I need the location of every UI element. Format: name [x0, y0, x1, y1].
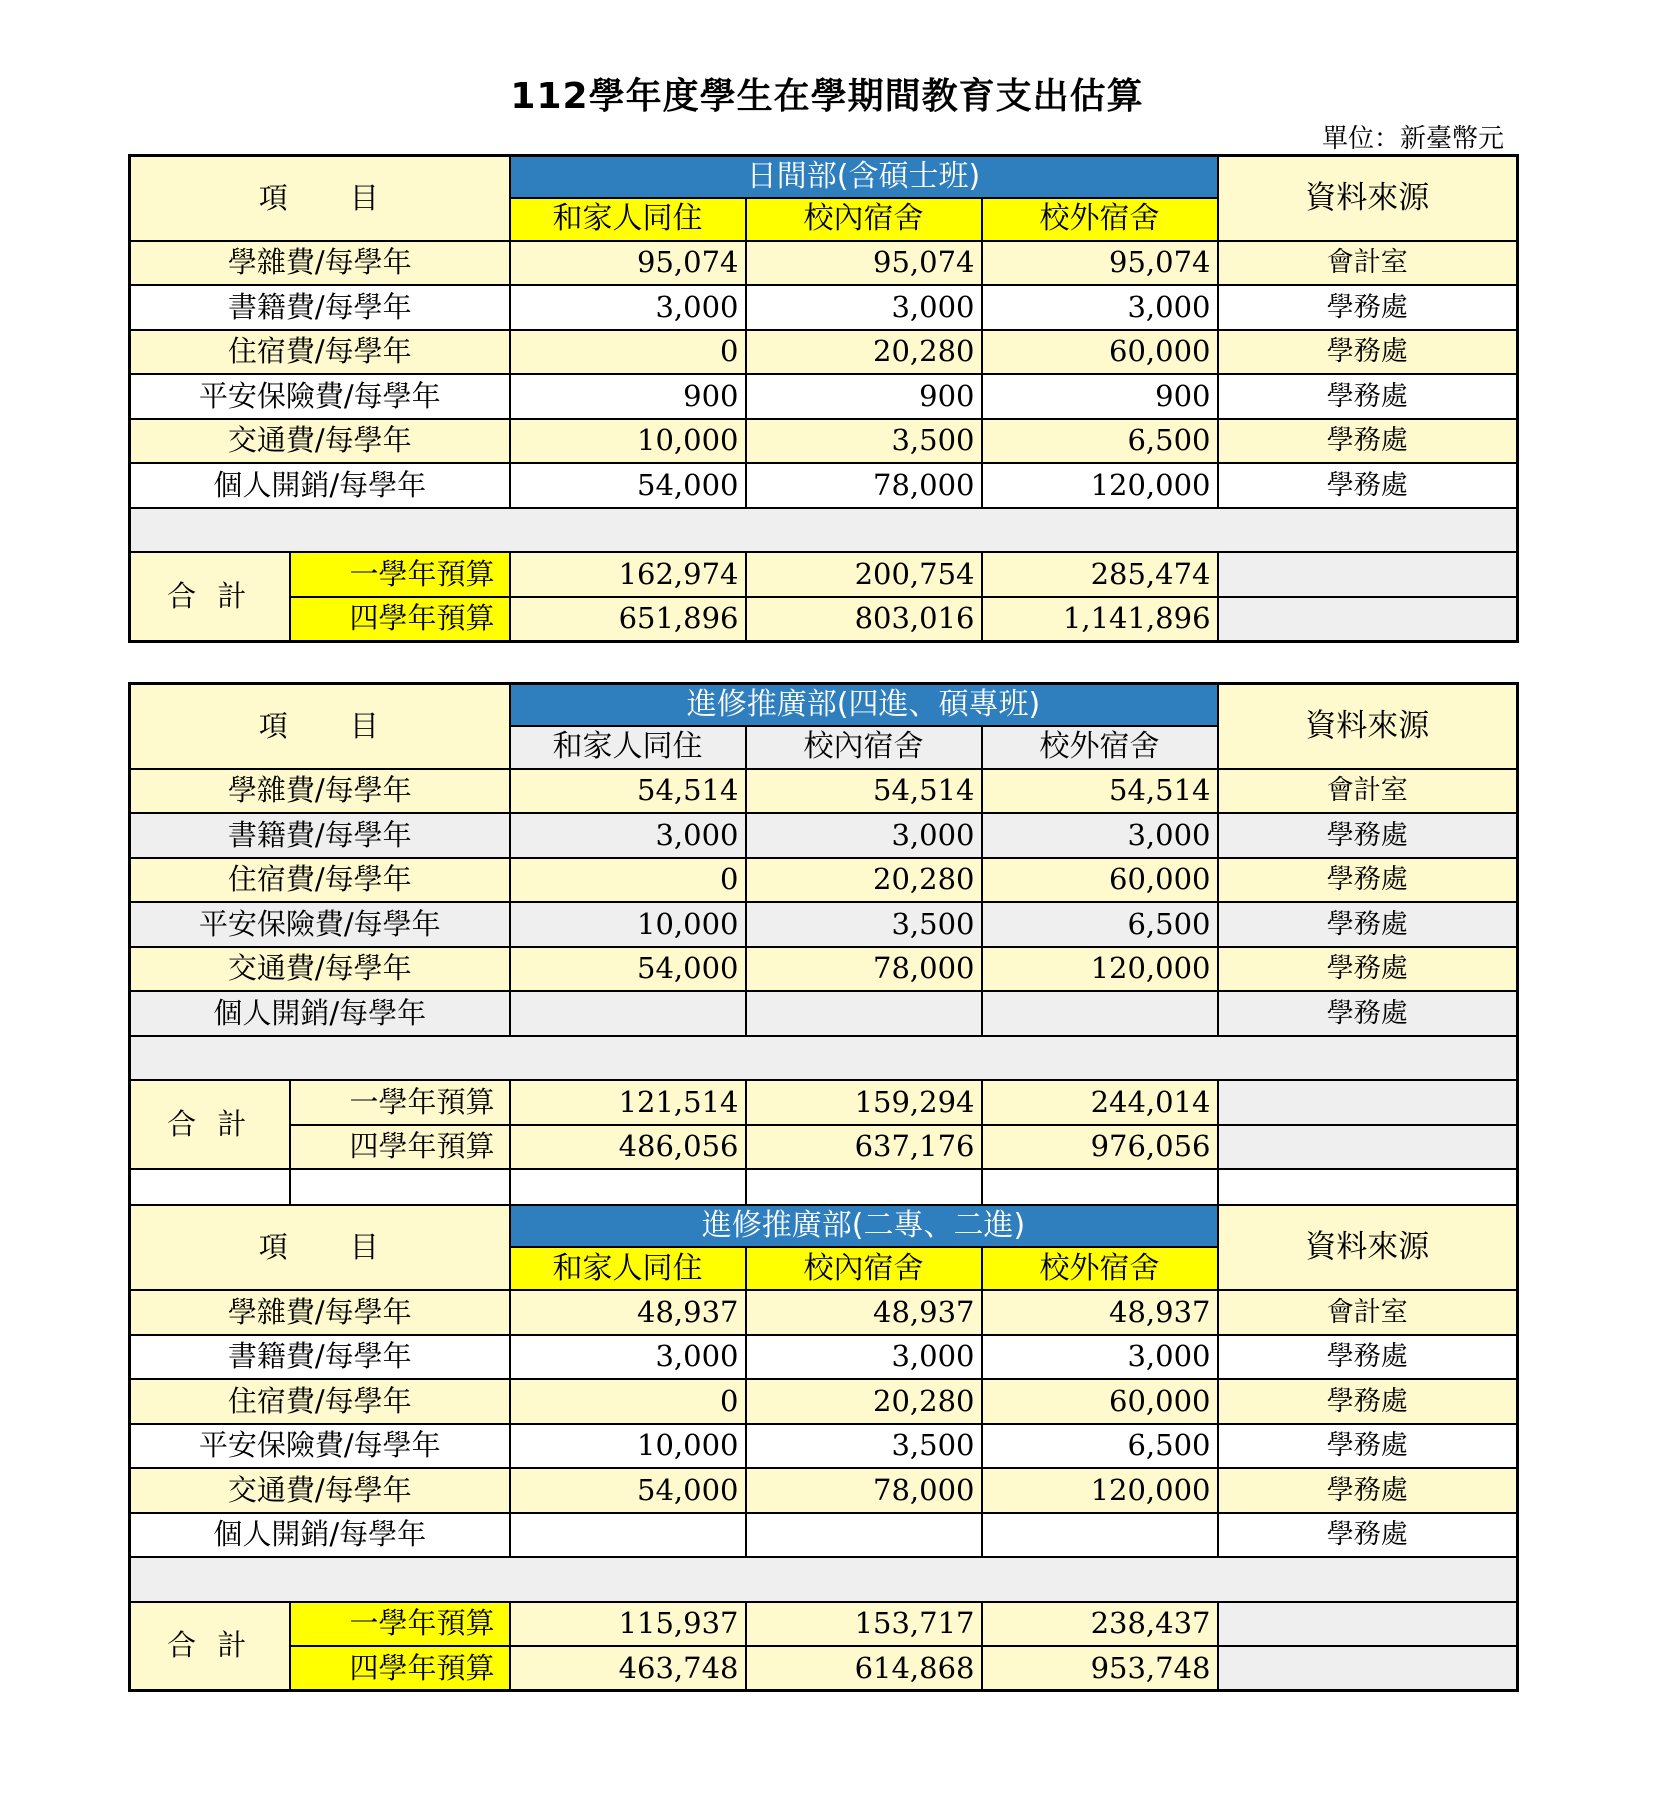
total-value: 244,014 — [982, 1080, 1218, 1125]
cell-value: 60,000 — [982, 330, 1218, 375]
table-row — [130, 330, 1518, 375]
row-label: 學雜費/每學年 — [130, 769, 510, 814]
total-value: 159,294 — [746, 1080, 982, 1125]
cell-value: 3,000 — [982, 285, 1218, 330]
item-header: 項 目 — [130, 684, 510, 769]
cell-value: 3,000 — [982, 813, 1218, 858]
total-label: 合 計 — [130, 552, 290, 641]
cell-value: 20,280 — [746, 1379, 982, 1424]
table-row — [130, 1290, 1518, 1335]
cell-value: 78,000 — [746, 1468, 982, 1513]
cell-source: 學務處 — [1218, 902, 1518, 947]
cell-value: 6,500 — [982, 1424, 1218, 1469]
table-row — [130, 419, 1518, 464]
cell-value: 120,000 — [982, 1468, 1218, 1513]
table-row — [130, 1335, 1518, 1380]
cell-value: 10,000 — [510, 419, 746, 464]
cell-value: 120,000 — [982, 463, 1218, 508]
table-row — [130, 1513, 1518, 1558]
page-title: 112學年度學生在學期間教育支出估算 — [510, 76, 1144, 117]
cell-source: 學務處 — [1218, 858, 1518, 903]
cell-value — [746, 991, 982, 1036]
cell-value: 54,000 — [510, 1468, 746, 1513]
cell-value — [510, 991, 746, 1036]
cell-value: 0 — [510, 330, 746, 375]
row-label: 住宿費/每學年 — [130, 330, 510, 375]
item-header: 項 目 — [130, 156, 510, 241]
table-row — [130, 991, 1518, 1036]
department-header: 日間部(含碩士班) — [510, 156, 1218, 198]
cell-value: 3,000 — [746, 1335, 982, 1380]
item-header: 項 目 — [130, 1205, 510, 1290]
cell-source: 學務處 — [1218, 285, 1518, 330]
table-row — [130, 769, 1518, 814]
row-label: 學雜費/每學年 — [130, 241, 510, 286]
row-label: 交通費/每學年 — [130, 419, 510, 464]
col-header-dorm-in: 校內宿舍 — [746, 198, 982, 241]
spacer-row — [130, 508, 1518, 553]
total-row — [130, 1080, 1518, 1125]
cell-value: 3,500 — [746, 1424, 982, 1469]
row-label: 交通費/每學年 — [130, 1468, 510, 1513]
cell-source: 會計室 — [1218, 241, 1518, 286]
total-source-empty — [1218, 1080, 1518, 1125]
cell-source: 學務處 — [1218, 1424, 1518, 1469]
cell-value: 95,074 — [982, 241, 1218, 286]
cell-value: 20,280 — [746, 858, 982, 903]
total-value: 637,176 — [746, 1125, 982, 1170]
row-label: 個人開銷/每學年 — [130, 991, 510, 1036]
spacer-row — [130, 1557, 1518, 1602]
table-row — [130, 374, 1518, 419]
cell-value: 60,000 — [982, 1379, 1218, 1424]
cell-source: 學務處 — [1218, 1379, 1518, 1424]
cell-value: 3,500 — [746, 419, 982, 464]
cell-value: 120,000 — [982, 947, 1218, 992]
row-label: 交通費/每學年 — [130, 947, 510, 992]
cell-value: 900 — [982, 374, 1218, 419]
budget-label-four-year: 四學年預算 — [290, 597, 510, 642]
col-header-dorm-out: 校外宿舍 — [982, 726, 1218, 769]
total-source-empty — [1218, 552, 1518, 597]
table-row — [130, 1468, 1518, 1513]
cell-value: 54,000 — [510, 463, 746, 508]
budget-label-one-year: 一學年預算 — [290, 1602, 510, 1647]
total-row — [130, 552, 1518, 597]
cell-value: 95,074 — [510, 241, 746, 286]
cell-value: 20,280 — [746, 330, 982, 375]
source-header: 資料來源 — [1218, 1205, 1518, 1290]
total-label: 合 計 — [130, 1080, 290, 1169]
cell-value: 3,000 — [510, 285, 746, 330]
total-value: 486,056 — [510, 1125, 746, 1170]
col-header-dorm-out: 校外宿舍 — [982, 198, 1218, 241]
cell-value: 900 — [510, 374, 746, 419]
table-row — [130, 463, 1518, 508]
cell-value: 6,500 — [982, 902, 1218, 947]
budget-label-one-year: 一學年預算 — [290, 1080, 510, 1125]
total-source-empty — [1218, 597, 1518, 642]
col-header-dorm-in: 校內宿舍 — [746, 726, 982, 769]
row-label: 平安保險費/每學年 — [130, 374, 510, 419]
total-row — [130, 1125, 1518, 1170]
cell-value: 48,937 — [982, 1290, 1218, 1335]
cell-source: 學務處 — [1218, 1513, 1518, 1558]
cell-value: 10,000 — [510, 1424, 746, 1469]
total-value: 200,754 — [746, 552, 982, 597]
total-value: 285,474 — [982, 552, 1218, 597]
total-value: 238,437 — [982, 1602, 1218, 1647]
section-table-evening — [128, 682, 1519, 1692]
cell-value: 900 — [746, 374, 982, 419]
cell-value: 54,514 — [746, 769, 982, 814]
total-value: 976,056 — [982, 1125, 1218, 1170]
table-row — [130, 813, 1518, 858]
cell-value: 78,000 — [746, 947, 982, 992]
cell-value: 54,514 — [982, 769, 1218, 814]
cell-value — [982, 1513, 1218, 1558]
cell-value: 95,074 — [746, 241, 982, 286]
total-value: 115,937 — [510, 1602, 746, 1647]
cell-value: 78,000 — [746, 463, 982, 508]
empty-row — [130, 1169, 1518, 1205]
total-row — [130, 597, 1518, 642]
total-source-empty — [1218, 1125, 1518, 1170]
row-label: 住宿費/每學年 — [130, 1379, 510, 1424]
table-row — [130, 858, 1518, 903]
cell-value: 6,500 — [982, 419, 1218, 464]
total-source-empty — [1218, 1646, 1518, 1691]
cell-source: 學務處 — [1218, 330, 1518, 375]
total-value: 614,868 — [746, 1646, 982, 1691]
total-value: 651,896 — [510, 597, 746, 642]
cell-value: 3,000 — [982, 1335, 1218, 1380]
row-label: 平安保險費/每學年 — [130, 1424, 510, 1469]
cell-value: 3,000 — [510, 1335, 746, 1380]
col-header-dorm-out: 校外宿舍 — [982, 1247, 1218, 1290]
col-header-family: 和家人同住 — [510, 726, 746, 769]
cell-value: 3,000 — [746, 813, 982, 858]
budget-label-four-year: 四學年預算 — [290, 1646, 510, 1691]
cell-source: 會計室 — [1218, 1290, 1518, 1335]
unit-label: 單位：新臺幣元 — [1321, 124, 1504, 154]
row-label: 學雜費/每學年 — [130, 1290, 510, 1335]
cell-source: 學務處 — [1218, 947, 1518, 992]
cell-source: 學務處 — [1218, 374, 1518, 419]
cell-value — [746, 1513, 982, 1558]
cell-value: 54,514 — [510, 769, 746, 814]
cell-source: 學務處 — [1218, 813, 1518, 858]
cell-value: 48,937 — [746, 1290, 982, 1335]
table-row — [130, 947, 1518, 992]
source-header: 資料來源 — [1218, 684, 1518, 769]
table-row — [130, 285, 1518, 330]
row-label: 平安保險費/每學年 — [130, 902, 510, 947]
cell-value: 3,000 — [746, 285, 982, 330]
cell-source: 學務處 — [1218, 1335, 1518, 1380]
budget-label-one-year: 一學年預算 — [290, 552, 510, 597]
total-row — [130, 1646, 1518, 1691]
total-value: 121,514 — [510, 1080, 746, 1125]
cell-value: 0 — [510, 858, 746, 903]
col-header-family: 和家人同住 — [510, 1247, 746, 1290]
row-label: 住宿費/每學年 — [130, 858, 510, 903]
cell-value: 10,000 — [510, 902, 746, 947]
table-row — [130, 902, 1518, 947]
cell-value: 0 — [510, 1379, 746, 1424]
department-header: 進修推廣部(四進、碩專班) — [510, 684, 1218, 726]
table-row — [130, 1379, 1518, 1424]
cell-source: 學務處 — [1218, 463, 1518, 508]
total-value: 953,748 — [982, 1646, 1218, 1691]
section-table-day — [128, 154, 1519, 643]
spacer-row — [130, 1036, 1518, 1081]
total-value: 162,974 — [510, 552, 746, 597]
total-value: 153,717 — [746, 1602, 982, 1647]
total-row — [130, 1602, 1518, 1647]
cell-source: 會計室 — [1218, 769, 1518, 814]
table-row — [130, 241, 1518, 286]
cell-value: 54,000 — [510, 947, 746, 992]
row-label: 個人開銷/每學年 — [130, 463, 510, 508]
cell-value — [510, 1513, 746, 1558]
col-header-family: 和家人同住 — [510, 198, 746, 241]
col-header-dorm-in: 校內宿舍 — [746, 1247, 982, 1290]
cell-source: 學務處 — [1218, 419, 1518, 464]
total-value: 1,141,896 — [982, 597, 1218, 642]
total-value: 803,016 — [746, 597, 982, 642]
cell-source: 學務處 — [1218, 991, 1518, 1036]
budget-label-four-year: 四學年預算 — [290, 1125, 510, 1170]
cell-value: 48,937 — [510, 1290, 746, 1335]
cell-value: 3,000 — [510, 813, 746, 858]
row-label: 個人開銷/每學年 — [130, 1513, 510, 1558]
source-header: 資料來源 — [1218, 156, 1518, 241]
table-row — [130, 1424, 1518, 1469]
row-label: 書籍費/每學年 — [130, 1335, 510, 1380]
total-label: 合 計 — [130, 1602, 290, 1691]
row-label: 書籍費/每學年 — [130, 813, 510, 858]
cell-value: 60,000 — [982, 858, 1218, 903]
cell-value — [982, 991, 1218, 1036]
row-label: 書籍費/每學年 — [130, 285, 510, 330]
department-header: 進修推廣部(二專、二進) — [510, 1205, 1218, 1247]
cell-source: 學務處 — [1218, 1468, 1518, 1513]
cell-value: 3,500 — [746, 902, 982, 947]
total-value: 463,748 — [510, 1646, 746, 1691]
total-source-empty — [1218, 1602, 1518, 1647]
